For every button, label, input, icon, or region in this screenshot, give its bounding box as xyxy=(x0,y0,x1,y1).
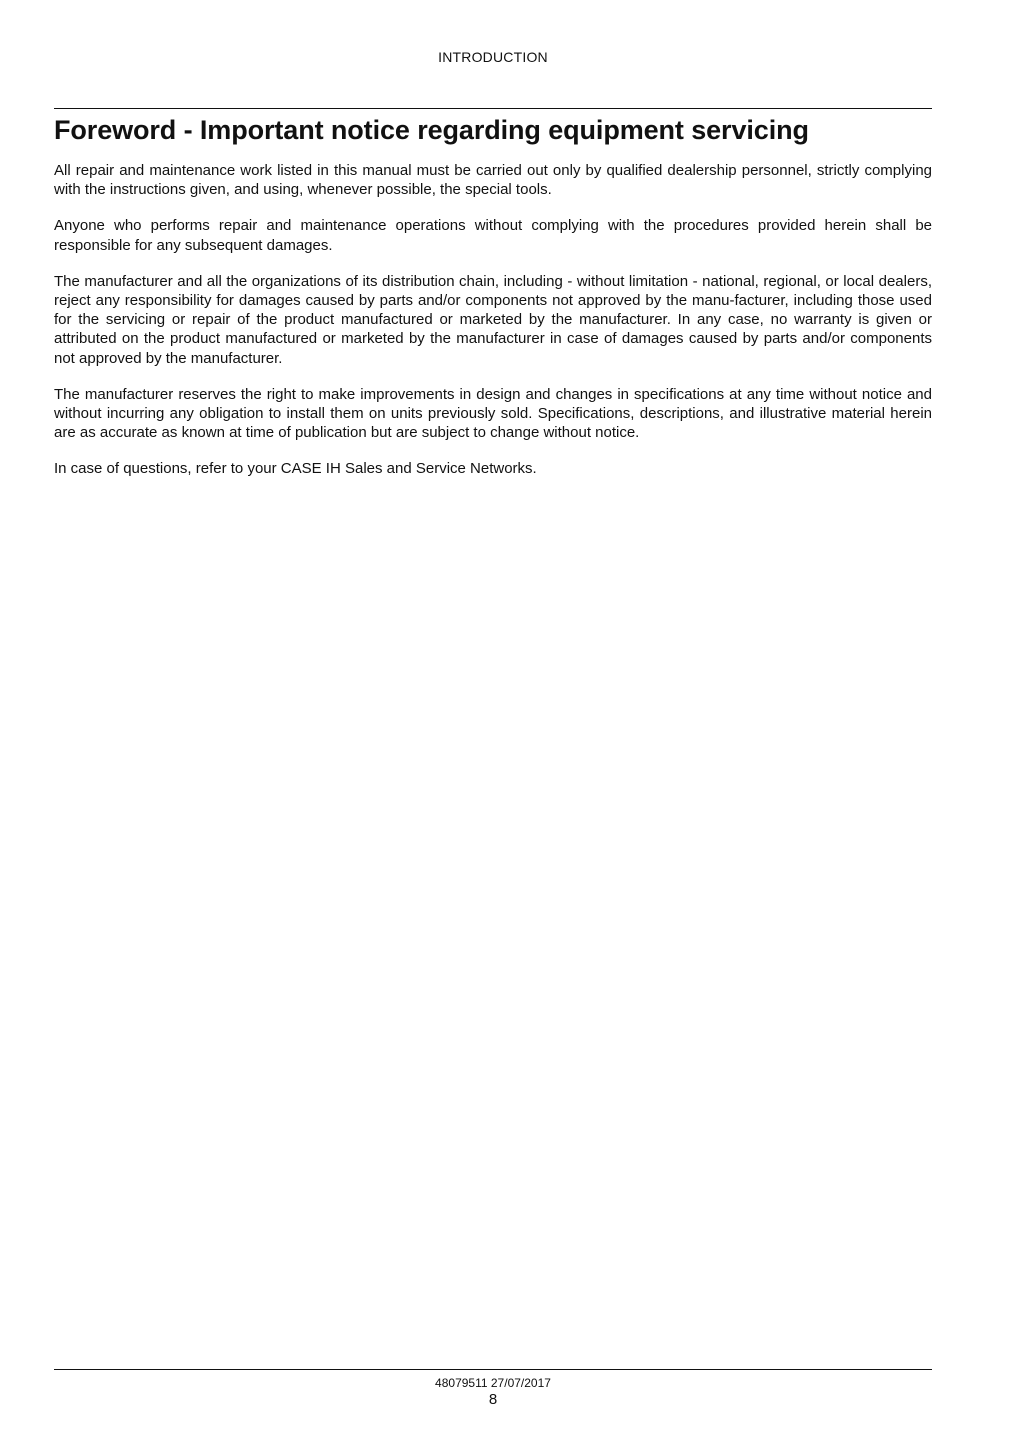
paragraph-qualified-personnel: All repair and maintenance work listed in this manual must be carried out only by qualified dealership personnel, strictly complying with the instructions given, and using, whenever possible, the special tools. xyxy=(54,162,932,199)
body-text xyxy=(54,161,932,496)
paragraph-manufacturer-disclaimer: The manufacturer and all the organizations of its distribution chain, including - without limitation - national, regional, or local dealers, reject any responsibility for damages caused by parts and/or components not approved by the manu-facturer, including those used for the servicing or repair of the product manufactured or marketed by the manufacturer. In any case, no warranty is given or attributed on the product manufactured or marketed by the manufacturer in case of damages caused by parts and/or components not approved by the manufacturer. xyxy=(54,272,932,367)
paragraph-questions: In case of questions, refer to your CASE IH Sales and Service Networks. xyxy=(54,460,537,478)
page-number: 8 xyxy=(488,1391,498,1408)
document-code: 48079511 27/07/2017 xyxy=(435,1376,551,1390)
footer-divider xyxy=(54,1369,932,1370)
paragraph-right-to-change: The manufacturer reserves the right to make improvements in design and changes in specifications at any time without notice and without incurring any obligation to install them on units previously sold. Specifications, descriptions, and illustrative material herein are as accurate as known at time of publication but are subject to change without notice. xyxy=(54,385,932,442)
page-title: Foreword - Important notice regarding equipment servicing xyxy=(54,115,809,145)
running-header: INTRODUCTION xyxy=(438,49,548,65)
paragraph-responsibility: Anyone who performs repair and maintenance operations without complying with the procedures provided herein shall be responsible for any subsequent damages. xyxy=(54,217,932,254)
header-divider xyxy=(54,108,932,109)
